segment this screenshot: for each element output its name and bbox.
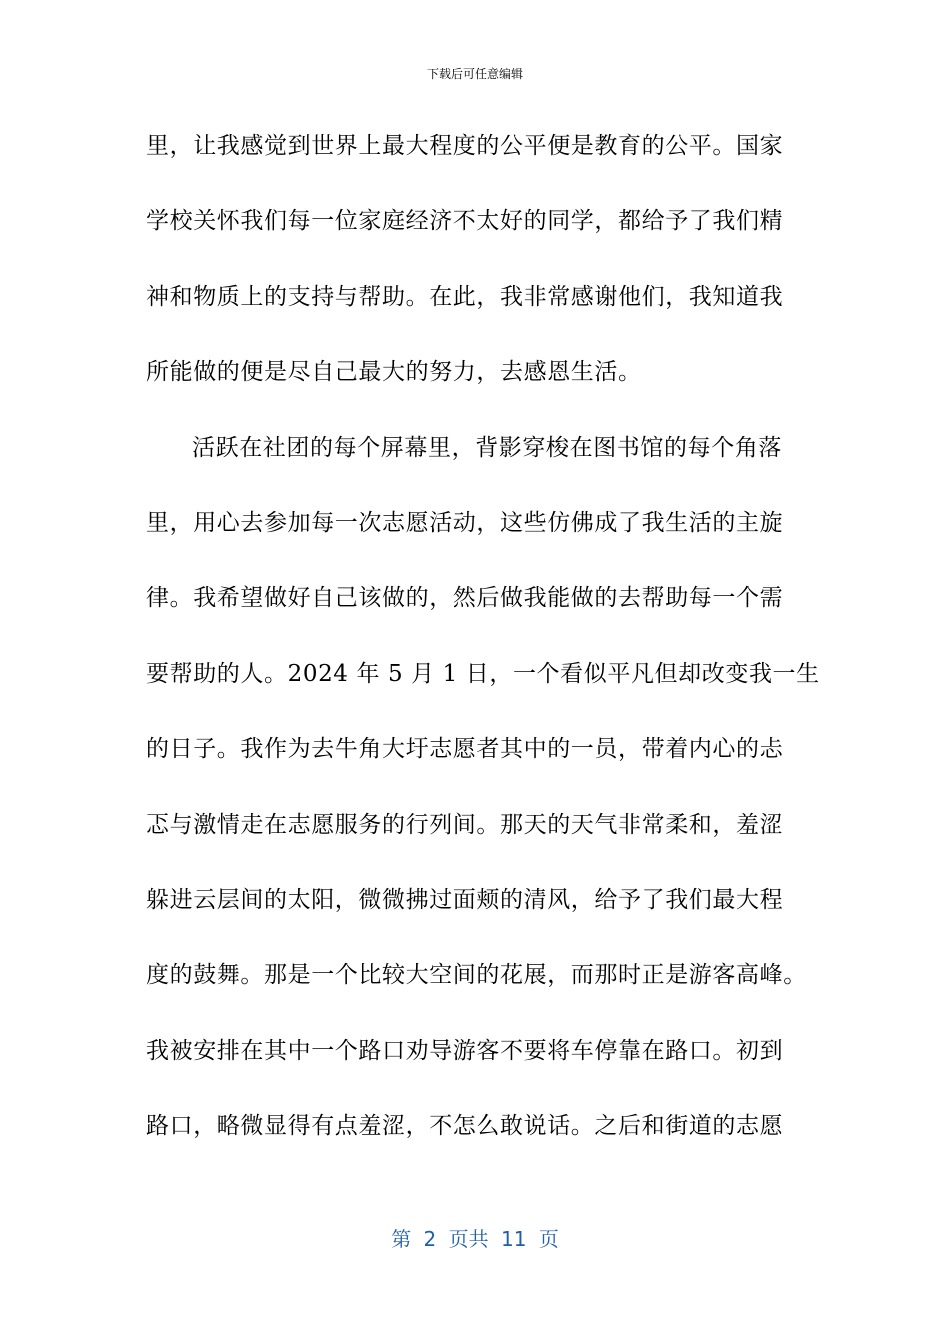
text-line: 我被安排在其中一个路口劝导游客不要将车停靠在路口。初到 xyxy=(146,1037,784,1064)
page-number: 2 xyxy=(423,1227,437,1251)
page-number-middle: 页共 xyxy=(448,1227,489,1251)
text-line: 的日子。我作为去牛角大圩志愿者其中的一员，带着内心的忐 xyxy=(146,736,784,763)
page-number-prefix: 第 xyxy=(391,1227,412,1251)
page-total: 11 xyxy=(501,1227,527,1251)
page-footer xyxy=(0,1226,950,1252)
document-body xyxy=(146,126,820,1181)
text-line: 要帮助的人。2024 年 5 月 1 日，一个看似平凡但却改变我一生 xyxy=(146,660,820,687)
paragraph-start-line: 活跃在社团的每个屏幕里，背影穿梭在图书馆的每个角落 xyxy=(192,434,782,461)
text-line: 路口，略微显得有点羞涩，不怎么敢说话。之后和街道的志愿 xyxy=(146,1113,784,1140)
text-line: 躲进云层间的太阳，微微拂过面颊的清风，给予了我们最大程 xyxy=(146,886,784,913)
page-header: 下载后可任意编辑 xyxy=(426,67,523,81)
text-line: 里，让我感觉到世界上最大程度的公平便是教育的公平。国家 xyxy=(146,133,784,159)
text-line: 度的鼓舞。那是一个比较大空间的花展，而那时正是游客高峰。 xyxy=(146,962,807,989)
text-line: 忑与激情走在志愿服务的行列间。那天的天气非常柔和，羞涩 xyxy=(146,811,784,838)
text-line: 神和物质上的支持与帮助。在此，我非常感谢他们，我知道我 xyxy=(146,283,784,310)
page-number-suffix: 页 xyxy=(538,1227,559,1251)
text-line: 学校关怀我们每一位家庭经济不太好的同学，都给予了我们精 xyxy=(146,208,784,235)
text-line: 里，用心去参加每一次志愿活动，这些仿佛成了我生活的主旋 xyxy=(146,509,784,536)
text-line: 所能做的便是尽自己最大的努力，去感恩生活。 xyxy=(146,359,642,386)
text-line: 律。我希望做好自己该做的，然后做我能做的去帮助每一个需 xyxy=(146,585,784,612)
